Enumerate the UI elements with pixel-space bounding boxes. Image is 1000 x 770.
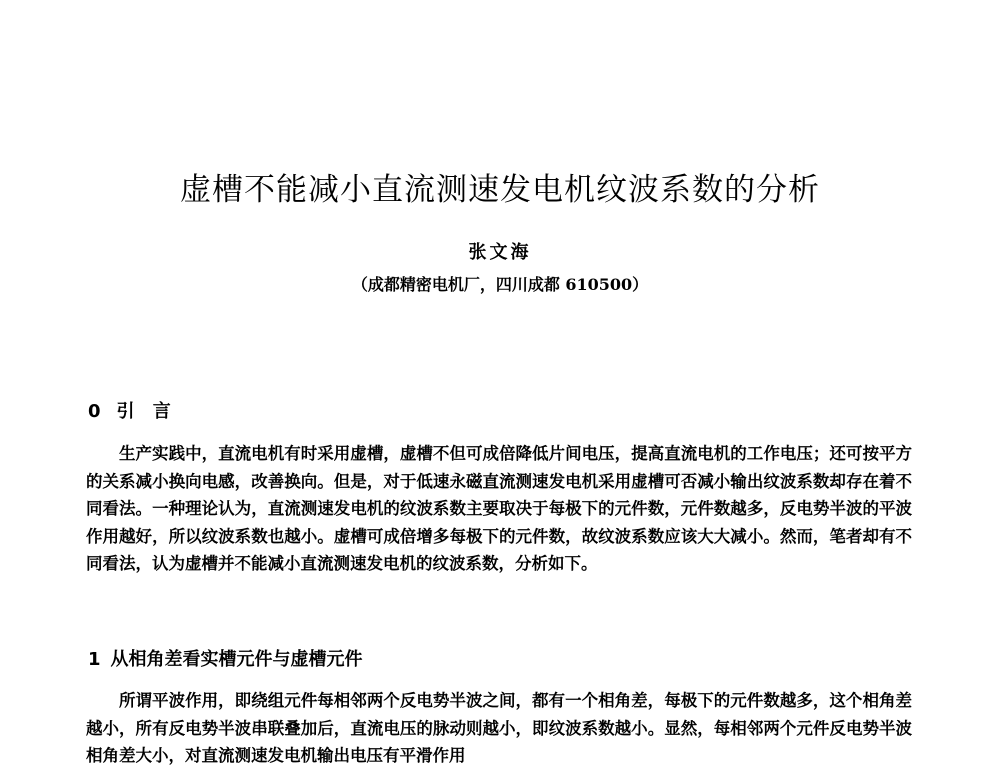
section-number: 0 xyxy=(88,401,107,422)
body-paragraph: 生产实践中，直流电机有时采用虚槽，虚槽不但可成倍降低片间电压，提高直流电机的工作电压；还可按平方的关系减小换向电感，改善换向。但是，对于低速永磁直流测速发电机采用虚槽可否减小输出纹波系数却存在着不同看法。一种理论认为，直流测速发电机的纹波系数主要取决于每极下的元件数，元件数越多，反电势半波的平波作用越好，所以纹波系数也越小。虚槽可成倍增多每极下的元件数，故纹波系数应该大大减小。然而，笔者却有不同看法，认为虚槽并不能减小直流测速发电机的纹波系数，分析如下。 xyxy=(86,444,912,574)
section-title: 从相角差看实槽元件与虚槽元件 xyxy=(110,649,363,670)
section-title: 引 言 xyxy=(116,401,177,422)
section-heading-phase-angle xyxy=(88,646,363,674)
paper-title: 虚槽不能减小直流测速发电机纹波系数的分析 xyxy=(180,172,820,208)
author-name: 张文海 xyxy=(468,242,532,263)
section-number: 1 xyxy=(88,649,101,670)
author-affiliation: （成都精密电机厂，四川成都 610500） xyxy=(351,275,649,294)
section-heading-introduction xyxy=(88,398,177,426)
body-paragraph: 所谓平波作用，即绕组元件每相邻两个反电势半波之间，都有一个相角差，每极下的元件数越多，这个相角差越小，所有反电势半波串联叠加后，直流电压的脉动则越小，即纹波系数越小。显然，每相邻两个元件反电势半波相角差大小，对直流测速发电机输出电压有平滑作用 xyxy=(86,691,912,766)
